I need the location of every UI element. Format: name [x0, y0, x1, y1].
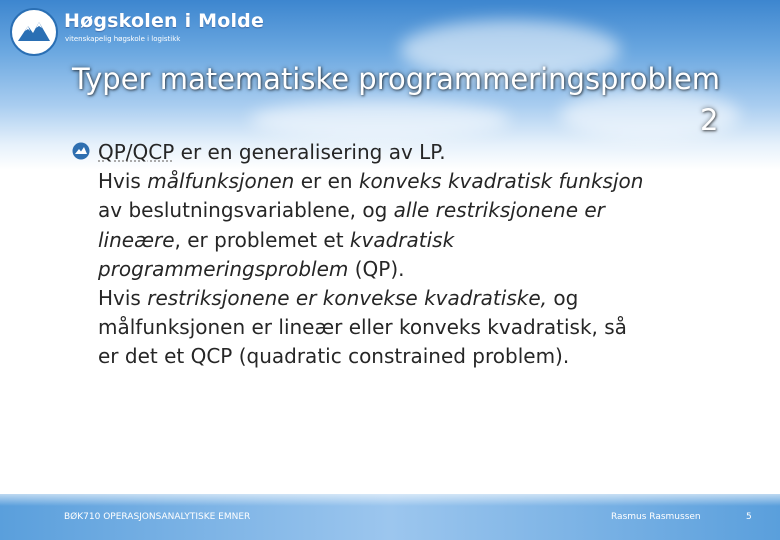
body-line: [98, 196, 738, 225]
body-line: [98, 226, 738, 255]
bullet-icon: [72, 142, 90, 160]
emphasis-text: alle restriksjonene er: [393, 198, 605, 223]
body-text-span: er en: [294, 169, 359, 194]
body-text-span: er en generalisering av LP.: [174, 140, 446, 164]
emphasis-text: konveks kvadratisk funksjon: [358, 169, 644, 194]
body-line: [98, 138, 738, 167]
body-text-span: og: [547, 286, 579, 311]
body-text-span: , er problemet et: [174, 227, 350, 252]
footer-page-number: 5: [746, 512, 752, 522]
body-line: [98, 284, 738, 313]
institution-logo: [8, 6, 265, 54]
qp-qcp-term: QP/QCP: [98, 140, 175, 164]
emphasis-text: restriksjonene er konvekse kvadratiske,: [147, 286, 547, 311]
body-line: målfunksjonen er lineær eller konveks kvadratisk, så: [98, 315, 627, 340]
emphasis-text: målfunksjonen: [147, 169, 295, 194]
slide-body: [98, 138, 738, 372]
body-line: [98, 255, 738, 284]
emphasis-text: programmeringsproblem: [98, 256, 349, 281]
logo-name: Høgskolen i Molde: [64, 10, 265, 32]
logo-tagline: vitenskapelig høgskole i logistikk: [65, 35, 181, 43]
body-text-span: (QP).: [348, 256, 405, 281]
footer-course: BØK710 OPERASJONSANALYTISKE EMNER: [64, 512, 251, 522]
slide-title-number: 2: [700, 103, 719, 137]
emphasis-text: kvadratisk: [349, 227, 455, 252]
slide-title: Typer matematiske programmeringsproblem: [71, 62, 721, 96]
body-text-span: av beslutningsvariablene, og: [98, 198, 394, 223]
body-text-span: Hvis: [98, 169, 148, 194]
body-text-span: Hvis: [98, 286, 148, 311]
mountain-logo-icon: [10, 8, 58, 56]
emphasis-text: lineære: [98, 227, 175, 252]
body-line: [98, 167, 738, 196]
body-line: er det et QCP (quadratic constrained problem).: [98, 344, 570, 369]
cloud-decoration: [250, 100, 510, 140]
footer-author: Rasmus Rasmussen: [611, 512, 701, 522]
footer-glow: [0, 486, 780, 506]
